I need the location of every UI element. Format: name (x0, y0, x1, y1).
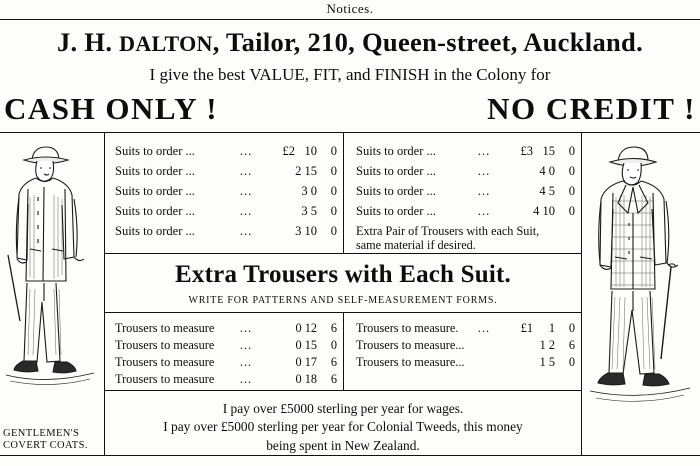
slogan-no-credit: NO CREDIT ! (487, 91, 696, 126)
suit-shillings: 10 (304, 144, 317, 158)
suit-dots: ... (477, 164, 491, 178)
suit-pence: 0 (330, 184, 337, 198)
trouser-pence: 6 (330, 320, 337, 335)
trouser-pence: 6 (330, 354, 337, 369)
table-row (115, 142, 337, 162)
trouser-shillings: 0 17 (295, 354, 317, 369)
suit-label: Suits to order ... (115, 184, 195, 198)
trouser-label: Trousers to measure (115, 320, 215, 335)
table-row (115, 222, 337, 242)
suit-shillings: 15 (542, 144, 555, 158)
trouser-label: Trousers to measure (115, 354, 215, 369)
trouser-dots: ... (239, 320, 253, 335)
suit-shillings: 4 5 (539, 184, 555, 198)
slogan-cash-only: CASH ONLY ! (4, 91, 219, 126)
running-head: Notices. (326, 1, 374, 16)
table-row (356, 162, 575, 182)
suit-pounds (261, 202, 295, 222)
suit-label: Suits to order ... (356, 144, 436, 158)
suit-label: Suits to order ... (115, 144, 195, 158)
trouser-pounds (499, 354, 533, 371)
trouser-pounds (499, 337, 533, 354)
extra-pair-note-line2: same material if desired. (356, 238, 476, 253)
table-row (115, 320, 337, 337)
suit-dots: ... (239, 144, 253, 158)
suit-dots: ... (239, 164, 253, 178)
left-figure-caption-line1: GENTLEMEN'S (3, 427, 80, 439)
slogan-row (0, 91, 700, 127)
table-row (115, 202, 337, 222)
suit-pounds: £2 (282, 144, 295, 158)
suit-pence: 0 (568, 144, 575, 158)
suit-pounds: £3 (520, 144, 533, 158)
trouser-prices-left (105, 313, 343, 390)
trouser-pounds (261, 337, 295, 354)
table-row (356, 142, 575, 162)
table-row (115, 371, 337, 388)
trouser-dots: ... (239, 337, 253, 352)
trouser-pence: 0 (330, 337, 337, 352)
trouser-label: Trousers to measure (115, 337, 215, 352)
suit-pounds (261, 162, 295, 182)
table-row (356, 202, 575, 222)
suit-price-zone (105, 133, 581, 253)
trouser-pounds (261, 354, 295, 371)
main-advert-box (0, 132, 700, 456)
trouser-pounds (261, 320, 295, 337)
left-figure-caption-line2: COVERT COATS. (3, 440, 88, 452)
trouser-label: Trousers to measure... (356, 337, 465, 352)
trouser-shillings: 1 (548, 320, 555, 335)
suit-pounds (499, 202, 533, 222)
suit-pounds (261, 222, 295, 242)
suit-dots: ... (239, 204, 253, 218)
suit-pence: 0 (568, 184, 575, 198)
left-figure-column (0, 133, 105, 455)
trouser-shillings: 0 12 (295, 320, 317, 335)
suit-pence: 0 (330, 164, 337, 178)
gentleman-suit-umbrella-illustration (582, 137, 700, 447)
footer-statement (105, 391, 581, 456)
suit-pence: 0 (330, 224, 337, 238)
suit-shillings: 4 0 (539, 164, 555, 178)
subtitle: I give the best VALUE, FIT, and FINISH in the Colony for (149, 65, 551, 84)
left-figure-caption (3, 428, 88, 453)
suit-pounds (499, 182, 533, 202)
suit-dots: ... (239, 224, 253, 238)
suit-label: Suits to order ... (115, 164, 195, 178)
trouser-dots (469, 337, 499, 354)
extra-trousers-subtitle: WRITE FOR PATTERNS AND SELF-MEASUREMENT FORMS. (188, 294, 498, 306)
table-row (356, 320, 575, 337)
extra-pair-note-line1: Extra Pair of Trousers with each Suit, (356, 224, 540, 238)
trouser-shillings: 1 2 (539, 337, 555, 352)
suit-price-table-right (356, 142, 575, 222)
trouser-pounds: £1 (520, 320, 533, 335)
suit-pence: 0 (330, 204, 337, 218)
trouser-pence: 6 (568, 337, 575, 352)
trouser-price-table-right (356, 320, 575, 371)
suit-dots: ... (477, 204, 491, 218)
suit-pence: 0 (568, 164, 575, 178)
suit-pence: 0 (568, 204, 575, 218)
page-title (0, 27, 700, 58)
table-row (356, 337, 575, 354)
suit-shillings: 3 0 (301, 184, 317, 198)
suit-shillings: 2 15 (295, 164, 317, 178)
trouser-prices-right (343, 313, 581, 390)
trouser-pence: 0 (568, 354, 575, 369)
footer-line-3: being spent in New Zealand. (266, 437, 420, 453)
trouser-pence: 6 (330, 371, 337, 386)
extra-pair-note (356, 224, 575, 252)
footer-line-2: I pay over £5000 sterling per year for Colonial Tweeds, this money (163, 419, 523, 434)
table-row (115, 337, 337, 354)
suit-label: Suits to order ... (115, 224, 195, 238)
suit-prices-left (105, 133, 343, 253)
trouser-label: Trousers to measure... (356, 354, 465, 369)
trouser-dots: ... (477, 320, 491, 335)
extra-trousers-banner (105, 253, 581, 313)
suit-dots: ... (239, 184, 253, 198)
headline-part1: J. H. (57, 27, 120, 57)
suit-label: Suits to order ... (356, 184, 436, 198)
top-rule (0, 19, 700, 20)
suit-pounds (499, 162, 533, 182)
center-content-column (105, 133, 581, 455)
trouser-pence: 0 (568, 320, 575, 335)
trouser-pounds (261, 371, 295, 388)
trouser-dots: ... (239, 354, 253, 369)
headline-name: DALTON (119, 31, 213, 56)
trouser-price-table-left (115, 320, 337, 388)
suit-label: Suits to order ... (356, 204, 436, 218)
trouser-price-zone (105, 313, 581, 391)
table-row (356, 354, 575, 371)
table-row (115, 354, 337, 371)
table-row (115, 162, 337, 182)
suit-price-table-left (115, 142, 337, 242)
trouser-label: Trousers to measure. (356, 320, 459, 335)
trouser-shillings: 0 15 (295, 337, 317, 352)
suit-label: Suits to order ... (356, 164, 436, 178)
suit-shillings: 4 10 (533, 204, 555, 218)
footer-line-1: I pay over £5000 sterling per year for wages. (222, 400, 464, 416)
suit-pounds (261, 182, 295, 202)
suit-label: Suits to order ... (115, 204, 195, 218)
trouser-shillings: 1 5 (539, 354, 555, 369)
gentleman-covert-coat-illustration (0, 137, 104, 427)
suit-prices-right (343, 133, 581, 253)
headline-part3: , Tailor, 210, Queen-street, Auckland. (212, 27, 643, 57)
trouser-shillings: 0 18 (295, 371, 317, 386)
suit-shillings: 3 10 (295, 224, 317, 238)
trouser-dots: ... (239, 371, 253, 386)
table-row (356, 182, 575, 202)
right-figure-column (581, 133, 700, 455)
suit-dots: ... (477, 184, 491, 198)
table-row (115, 182, 337, 202)
suit-dots: ... (477, 144, 491, 158)
trouser-dots (469, 354, 499, 371)
trouser-label: Trousers to measure (115, 371, 215, 386)
suit-shillings: 3 5 (301, 204, 317, 218)
extra-trousers-title: Extra Trousers with Each Suit. (175, 260, 511, 288)
suit-pence: 0 (330, 144, 337, 158)
